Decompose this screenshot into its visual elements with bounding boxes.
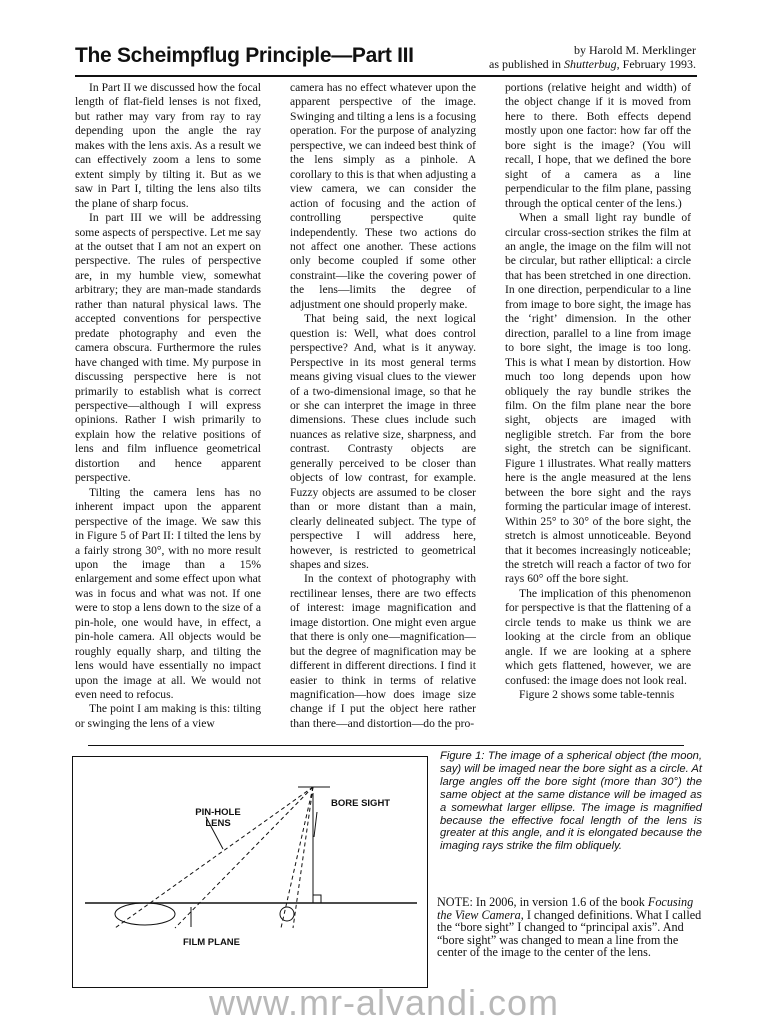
bore-pointer: [314, 812, 317, 837]
diagram-drawing: [73, 757, 429, 989]
right-angle-marker: [313, 895, 321, 903]
byline-author: by Harold M. Merklinger: [574, 43, 696, 57]
book-title: Focusing the View Camera: [437, 895, 694, 922]
section-rule: [88, 745, 684, 746]
figure-1-diagram: [72, 756, 428, 988]
watermark: www.mr-alvandi.com: [208, 982, 560, 1023]
paragraph: In the context of photography with rectilinear lenses, there are two effects of interest: image magnification and image distortion. One might even argue that there is only one—magnification—but the degree of magnification may be different in different directions. I find it easier to think in terms of relative magnification—how does image size change if I put the object here rather than there—and distortion—do the pro-: [290, 572, 476, 730]
ray-near-2: [293, 787, 313, 928]
figure-1-caption: Figure 1: The image of a spherical object (the moon, say) will be imaged near the bore sight as a circle. At large angles off the bore sight (more than 30°) the same object at the same distance will be imaged as a somewhat larger ellipse. The image is magnified because the effective focal length of the lens is greater at this angle, and it is elongated because the imaging rays strike the film obliquely.: [440, 750, 702, 853]
byline-publication-line: as published in Shutterbug, February 1993.: [489, 57, 696, 71]
header-rule: [75, 75, 697, 77]
paragraph: The point I am making is this: tilting or swinging the lens of a view: [75, 702, 261, 730]
film-plane-label: FILM PLANE: [183, 937, 240, 948]
column-2: [290, 81, 476, 731]
paragraph: That being said, the next logical question is: Well, what does control perspective? And, what is it anyway. Perspective in its most general terms means giving visual clues to the viewer of a two-dimensional image, so that he or she can interpret the image in three dimensions. These clues include such nuances as relative size, sharpness, and contrast. Contrasty objects are generally perceived to be closer than objects of low contrast, for example. Fuzzy objects are assumed to be closer than or more distant than a main, clearly delineated subject. The type of perspective I will address here, however, is restricted to geometrical shapes and sizes.: [290, 312, 476, 571]
revision-note: NOTE: In 2006, in version 1.6 of the book Focusing the View Camera, I changed definitions. What I called the “bore sight” I changed to “principal axis”. And “bore sight” was changed to mean a line from the center of the image to the center of the lens.: [437, 895, 702, 960]
paragraph: portions (relative height and width) of the object change if it is moved from here to there. Both effects depend mostly upon one factor: how far off the bore sight is the image? (You will recall, I hope, that we defined the bore sight of a camera as a line perpendicular to the film plane, passing through the optical center of the lens.): [505, 81, 691, 210]
column-1: [75, 81, 261, 731]
bore-sight-label: BORE SIGHT: [331, 798, 391, 809]
article-title: The Scheimpflug Principle—Part III: [75, 44, 414, 67]
paragraph: Tilting the camera lens has no inherent impact upon the apparent perspective of the image. We saw this in Figure 5 of Part II: I tilted the lens by a fairly strong 30°, with no more result upon the image than a 15% enlargement and some effect upon what was in focus and what was not. If one were to stop a lens down to the size of a pin-hole, one would have, in effect, a pin-hole camera. All objects would be roughly equally sharp, and tilting the lens would have essentially no impact upon the image at all. We would not even need to refocus.: [75, 485, 261, 702]
paragraph: The implication of this phenomenon for perspective is that the flattening of a circle tends to make us think we are looking at the circle from an oblique angle. If we are looking at a sphere which gets flattened, however, we are confused: the image does not look real.: [505, 586, 691, 687]
paragraph: Figure 2 shows some table-tennis: [519, 688, 675, 702]
byline: [489, 43, 696, 71]
circle-image: [280, 907, 294, 921]
pin-hole-lens-label: PIN-HOLE LENS: [195, 807, 241, 829]
column-3: [505, 81, 691, 702]
publication-name: Shutterbug: [564, 57, 617, 71]
paragraph: When a small light ray bundle of circular cross-section strikes the film at an angle, the image on the film will not be circular, but rather elliptical: a circle that has been stretched in one direction. In one direction, perpendicular to a line from image to bore sight, the image has the ‘right’ dimension. In the other direction, parallel to a line from image to bore sight, the image is too long. This is what I mean by distortion. How much too long depends upon how obliquely the ray bundle strikes the film. On the film plane near the bore sight, objects are imaged with negligible stretch. Far from the bore sight, the stretch can be significant. Figure 1 illustrates. What really matters here is the angle measured at the lens between the bore sight and the rays forming the particular image of interest. Within 25° to 30° of the bore sight, the stretch is almost unnoticeable. Beyond that it becomes increasingly noticeable; the stretch will reach a factor of two for rays 60° off the bore sight.: [505, 211, 691, 586]
paragraph: In part III we will be addressing some aspects of perspective. Let me say at the outset that I am not an expert on perspective. The rules of perspective are, in my humble view, somewhat arbitrary; they are man-made standards rather than natural physical laws. The accepted conventions for perspective predate photography and even the camera obscura. Furthermore the rules have changed with time. My purpose in discussing perspective here is not primarily to establish what is correct perspective—although I will express opinions. Rather I wish primarily to explain how the relative positions of lens and film influence geometrical distortion and hence apparent perspective.: [75, 211, 261, 485]
paragraph: In Part II we discussed how the focal length of flat-field lenses is not fixed, but rather may vary from ray to ray depending upon the angle the ray makes with the lens axis. As a result we can effectively zoom a lens to some extent simply by tilting it. But as we saw in Part I, tilting the lens also tilts the plane of sharp focus.: [75, 81, 261, 210]
paragraph: camera has no effect whatever upon the apparent perspective of the image. Swinging and tilting a lens is a focusing operation. For the purpose of analyzing perspective, we can indeed best think of the lens simply as a pinhole. A corollary to this is that when adjusting a view camera, we can consider the action of focusing and the action of controlling perspective quite independently. These two actions do not affect one another. These actions only become coupled if some other constraint—like the covering power of the lens—limits the degree of adjustment one should properly make.: [290, 81, 476, 311]
